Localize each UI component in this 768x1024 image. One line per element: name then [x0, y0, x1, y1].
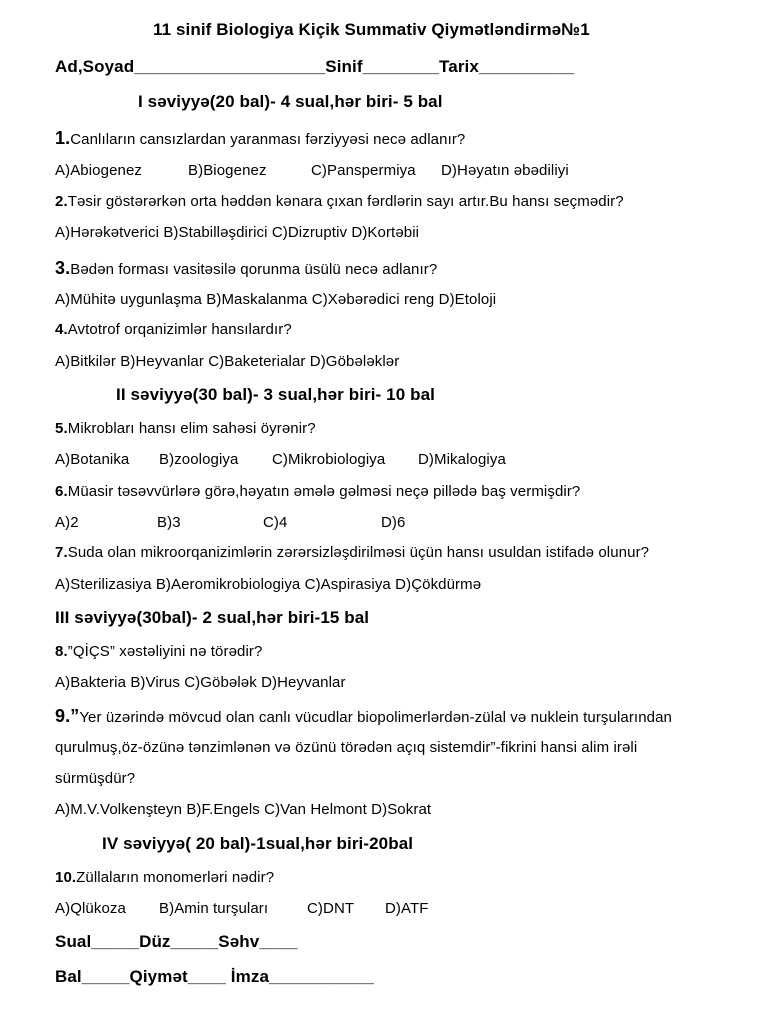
option-c: C)Aspirasiya	[304, 576, 391, 593]
option-d: D)ATF	[385, 900, 429, 917]
option-c: C)Van Helmont	[264, 801, 367, 818]
question-text: Müasir təsəvvürlərə görə,həyatın əmələ gəlməsi neçə pillədə baş vermişdir?	[67, 483, 581, 500]
question-text: Bədən forması vasitəsilə qorunma üsülü necə adlanır?	[70, 261, 438, 278]
question-text: Mikrobları hansı elim sahəsi öyrənir?	[67, 420, 316, 437]
question-9	[55, 706, 672, 727]
question-text: ”QİÇS” xəstəliyini nə törədir?	[67, 643, 263, 660]
option-b: B)F.Engels	[186, 801, 260, 818]
option-c: C)DNT	[307, 900, 355, 917]
options-10	[55, 900, 429, 917]
option-a: A)Botanika	[55, 451, 130, 468]
question-number: 9.”	[55, 706, 80, 726]
question-2	[55, 193, 624, 210]
page-title: 11 sinif Biologiya Kiçik Summativ Qiymətləndirmə№1	[153, 20, 590, 39]
options-3	[55, 291, 496, 308]
option-d: D)Heyvanlar	[261, 674, 346, 691]
option-a: A)Qlükoza	[55, 900, 126, 917]
option-d: D)Sokrat	[371, 801, 432, 818]
question-number: 4.	[55, 321, 68, 338]
question-text: Yer üzərində mövcud olan canlı vücudlar biopolimerlərdən-zülal və nuklein turşularından	[79, 709, 672, 726]
question-1	[55, 128, 465, 149]
question-6	[55, 483, 580, 500]
question-9-line-3: sürmüşdür?	[55, 770, 136, 787]
question-number: 7.	[55, 544, 68, 561]
options-7	[55, 576, 481, 593]
option-b: B)Maskalanma	[206, 291, 308, 308]
option-a: A)Bitkilər	[55, 353, 117, 370]
options-9	[55, 801, 431, 818]
question-text: Suda olan mikroorqanizimlərin zərərsizləşdirilməsi üçün hansı usuldan istifadə olunur?	[67, 544, 650, 561]
section-heading-level-1: I səviyyə(20 bal)- 4 sual,hər biri- 5 bal	[138, 92, 443, 111]
section-heading-level-3: III səviyyə(30bal)- 2 sual,hər biri-15 bal	[55, 608, 370, 627]
option-c: C)Panspermiya	[311, 162, 416, 179]
option-c: C)4	[263, 514, 288, 531]
option-b: B)3	[157, 514, 181, 531]
question-10	[55, 869, 274, 886]
question-8	[55, 643, 262, 660]
question-4	[55, 321, 292, 338]
option-d: D)Həyatın əbədiliyi	[441, 162, 569, 179]
options-8	[55, 674, 346, 691]
option-a: A)Sterilizasiya	[55, 576, 152, 593]
option-b: B)Aeromikrobiologiya	[155, 576, 301, 593]
question-number: 6.	[55, 483, 68, 500]
question-text: Züllaların monomerləri nədir?	[76, 869, 275, 886]
options-5	[55, 451, 506, 468]
options-2	[55, 224, 419, 241]
question-9-line-2: qurulmuş,öz-özünə tənzimlənən və özünü törədən açıq sistemdir”-fikrini hansi alim irəli	[55, 739, 638, 756]
question-number: 8.	[55, 643, 68, 660]
question-text: Təsir göstərərkən orta həddən kənara çıxan fərdlərin sayı artır.Bu hansı seçmədir?	[67, 193, 624, 210]
option-c: C)Xəbərədici reng	[311, 291, 435, 308]
option-b: B)Heyvanlar	[120, 353, 204, 370]
option-b: B)Virus	[130, 674, 180, 691]
option-c: C)Dizruptiv	[271, 224, 348, 241]
option-d: D)Çökdürmə	[395, 576, 482, 593]
option-d: D)Etoloji	[438, 291, 497, 308]
option-c: C)Mikrobiologiya	[272, 451, 386, 468]
option-a: A)Abiogenez	[55, 162, 142, 179]
option-a: A)2	[55, 514, 79, 531]
options-6	[55, 514, 405, 531]
options-4	[55, 353, 399, 370]
question-text: Canlıların cansızlardan yaranması fərziyyəsi necə adlanır?	[70, 131, 466, 148]
option-a: A)Bakteria	[55, 674, 127, 691]
option-b: B)Amin turşuları	[159, 900, 269, 917]
option-c: C)Baketerialar	[208, 353, 306, 370]
question-text: Avtotrof orqanizimlər hansılardır?	[67, 321, 292, 338]
question-7	[55, 544, 649, 561]
score-line-1: Sual_____Düz_____Səhv____	[55, 932, 298, 951]
options-1	[55, 162, 569, 179]
option-a: A)Hərəkətverici	[55, 224, 160, 241]
option-a: A)Mühitə uygunlaşma	[55, 291, 202, 308]
option-d: D)6	[381, 514, 406, 531]
option-c: C)Göbələk	[184, 674, 257, 691]
question-number: 2.	[55, 193, 68, 210]
question-number: 3.	[55, 258, 71, 278]
section-heading-level-4: IV səviyyə( 20 bal)-1sual,hər biri-20bal	[102, 834, 414, 853]
section-heading-level-2: II səviyyə(30 bal)- 3 sual,hər biri- 10 bal	[116, 385, 435, 404]
student-info-line: Ad,Soyad____________________Sinif________Tarix__________	[55, 57, 575, 76]
option-d: D)Göbələklər	[309, 353, 400, 370]
score-line-2: Bal_____Qiymət____ İmza___________	[55, 967, 375, 986]
question-number: 5.	[55, 420, 68, 437]
option-a: A)M.V.Volkenşteyn	[55, 801, 183, 818]
question-number: 10.	[55, 869, 77, 886]
question-number: 1.	[55, 128, 71, 148]
question-3	[55, 258, 437, 279]
option-b: B)zoologiya	[159, 451, 239, 468]
option-d: D)Kortəbii	[351, 224, 420, 241]
option-b: B)Biogenez	[188, 162, 267, 179]
question-5	[55, 420, 316, 437]
option-b: B)Stabilləşdirici	[163, 224, 268, 241]
option-d: D)Mikalogiya	[418, 451, 506, 468]
